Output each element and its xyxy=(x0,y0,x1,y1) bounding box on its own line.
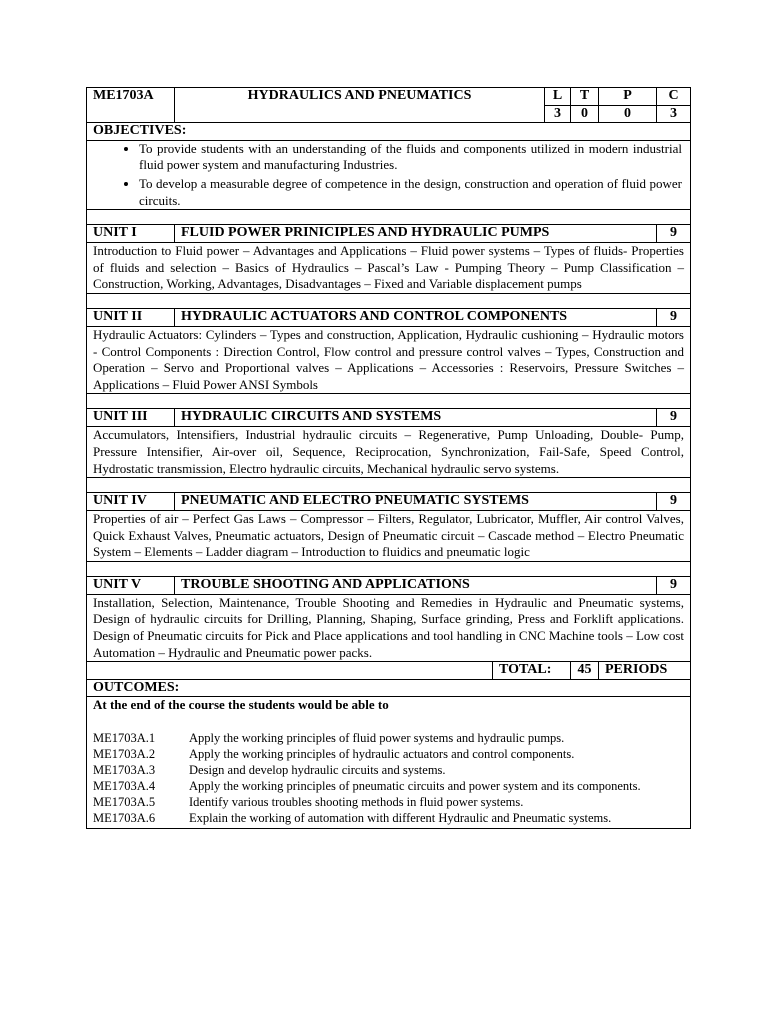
outcome-text: Design and develop hydraulic circuits and systems. xyxy=(189,763,446,778)
outcome-text: Identify various troubles shooting methods in fluid power systems. xyxy=(189,795,524,810)
total-unit: PERIODS xyxy=(599,662,691,680)
spacer-row xyxy=(87,561,691,576)
outcome-item xyxy=(93,794,684,810)
objectives-list xyxy=(93,141,682,209)
unit-5-content: Installation, Selection, Maintenance, Trouble Shooting and Remedies in Hydraulic and Pneumatic systems, Design of hydraulic circuits for Drilling, Planning, Shaping, Surface grinding, Press and Forklift applications. Design of Pneumatic circuits for Pick and Place applications and tool handling in CNC Machine tools – Low cost Automation – Hydraulic and Pneumatic power packs. xyxy=(87,594,691,661)
outcome-text: Apply the working principles of hydraulic actuators and control components. xyxy=(189,747,575,762)
objectives-label: OBJECTIVES: xyxy=(87,123,691,141)
outcome-code: ME1703A.2 xyxy=(93,747,156,762)
total-label: TOTAL: xyxy=(493,662,571,680)
ltpc-value-l: 3 xyxy=(545,105,571,123)
unit-1-number: UNIT I xyxy=(87,225,175,243)
unit-4-content: Properties of air – Perfect Gas Laws – Compressor – Filters, Regulator, Lubricator, Muffler, Air control Valves, Quick Exhaust Valves, Pneumatic actuators, Design of Pneumatic circuit – Cascade method – Electro Pneumatic System – Elements – Ladder diagram – Introduction to fluidics and pneumatic logic xyxy=(87,511,691,562)
outcome-code: ME1703A.1 xyxy=(93,731,156,746)
unit-1-header xyxy=(87,225,691,243)
spacer-row xyxy=(87,293,691,308)
unit-3-body xyxy=(87,427,691,478)
ltpc-header-t: T xyxy=(571,88,599,106)
outcome-item xyxy=(93,730,684,746)
ltpc-value-t: 0 xyxy=(571,105,599,123)
unit-5-hours: 9 xyxy=(657,576,691,594)
unit-2-header xyxy=(87,308,691,326)
outcomes-intro: At the end of the course the students would be able to xyxy=(93,697,389,713)
outcome-text: Apply the working principles of fluid power systems and hydraulic pumps. xyxy=(189,731,565,746)
ltpc-value-c: 3 xyxy=(657,105,691,123)
unit-4-body xyxy=(87,511,691,562)
syllabus-document xyxy=(86,87,690,829)
outcome-item xyxy=(93,762,684,778)
ltpc-value-p: 0 xyxy=(599,105,657,123)
outcome-item xyxy=(93,810,684,826)
unit-1-title: FLUID POWER PRINICIPLES AND HYDRAULIC PUMPS xyxy=(175,225,657,243)
outcome-item xyxy=(93,746,684,762)
unit-1-hours: 9 xyxy=(657,225,691,243)
unit-5-body xyxy=(87,594,691,661)
unit-5-title: TROUBLE SHOOTING AND APPLICATIONS xyxy=(175,576,657,594)
unit-3-hours: 9 xyxy=(657,409,691,427)
unit-3-title: HYDRAULIC CIRCUITS AND SYSTEMS xyxy=(175,409,657,427)
objectives-header-row xyxy=(87,123,691,141)
unit-2-body xyxy=(87,326,691,393)
unit-2-title: HYDRAULIC ACTUATORS AND CONTROL COMPONENTS xyxy=(175,308,657,326)
unit-3-number: UNIT III xyxy=(87,409,175,427)
course-code: ME1703A xyxy=(87,88,175,123)
outcomes-header-row xyxy=(87,679,691,697)
outcomes-label: OUTCOMES: xyxy=(87,679,691,697)
spacer-row xyxy=(87,478,691,493)
ltpc-header-c: C xyxy=(657,88,691,106)
unit-5-header xyxy=(87,576,691,594)
total-value: 45 xyxy=(571,662,599,680)
unit-1-body xyxy=(87,243,691,294)
objectives-body-row xyxy=(87,140,691,209)
outcomes-body-row xyxy=(87,697,691,829)
outcome-code: ME1703A.4 xyxy=(93,779,156,794)
total-row xyxy=(87,662,691,680)
unit-2-content: Hydraulic Actuators: Cylinders – Types and construction, Application, Hydraulic cushioning – Hydraulic motors - Control Components : Direction Control, Flow control and pressure control valves – Types, Construction and Operation – Servo and Proportional valves – Applications – Accessories : Reservoirs, Pressure Switches – Applications – Fluid Power ANSI Symbols xyxy=(87,326,691,393)
unit-4-number: UNIT IV xyxy=(87,493,175,511)
unit-3-header xyxy=(87,409,691,427)
outcome-code: ME1703A.5 xyxy=(93,795,156,810)
spacer-row xyxy=(87,394,691,409)
outcome-code: ME1703A.3 xyxy=(93,763,156,778)
syllabus-table xyxy=(86,87,691,829)
ltpc-header-l: L xyxy=(545,88,571,106)
outcome-item xyxy=(93,778,684,794)
outcome-text: Explain the working of automation with different Hydraulic and Pneumatic systems. xyxy=(189,811,612,826)
course-title: HYDRAULICS AND PNEUMATICS xyxy=(175,88,545,123)
ltpc-header-p: P xyxy=(599,88,657,106)
unit-1-content: Introduction to Fluid power – Advantages and Applications – Fluid power systems – Types of fluids- Properties of fluids and selection – Basics of Hydraulics – Pascal’s Law - Pumping Theory – Pump Classification – Construction, Working, Advantages, Disadvantages – Fixed and Variable displacement pumps xyxy=(87,243,691,294)
unit-2-hours: 9 xyxy=(657,308,691,326)
outcome-code: ME1703A.6 xyxy=(93,811,156,826)
unit-5-number: UNIT V xyxy=(87,576,175,594)
course-header-row xyxy=(87,88,691,106)
unit-2-number: UNIT II xyxy=(87,308,175,326)
spacer-row xyxy=(87,210,691,225)
objective-item: • To develop a measurable degree of competence in the design, construction and operation of fluid power circuits. xyxy=(139,176,682,209)
unit-3-content: Accumulators, Intensifiers, Industrial hydraulic circuits – Regenerative, Pump Unloading, Double- Pump, Pressure Intensifier, Air-over oil, Sequence, Reciprocation, Synchronization, Fail-Safe, Speed Control, Hydrostatic transmission, Electro hydraulic circuits, Mechanical hydraulic servo systems. xyxy=(87,427,691,478)
unit-4-title: PNEUMATIC AND ELECTRO PNEUMATIC SYSTEMS xyxy=(175,493,657,511)
unit-4-hours: 9 xyxy=(657,493,691,511)
objective-item: • To provide students with an understanding of the fluids and components utilized in modern industrial fluid power system and manufacturing Industries. xyxy=(139,141,682,174)
outcome-text: Apply the working principles of pneumatic circuits and power system and its components. xyxy=(189,779,641,794)
unit-4-header xyxy=(87,493,691,511)
